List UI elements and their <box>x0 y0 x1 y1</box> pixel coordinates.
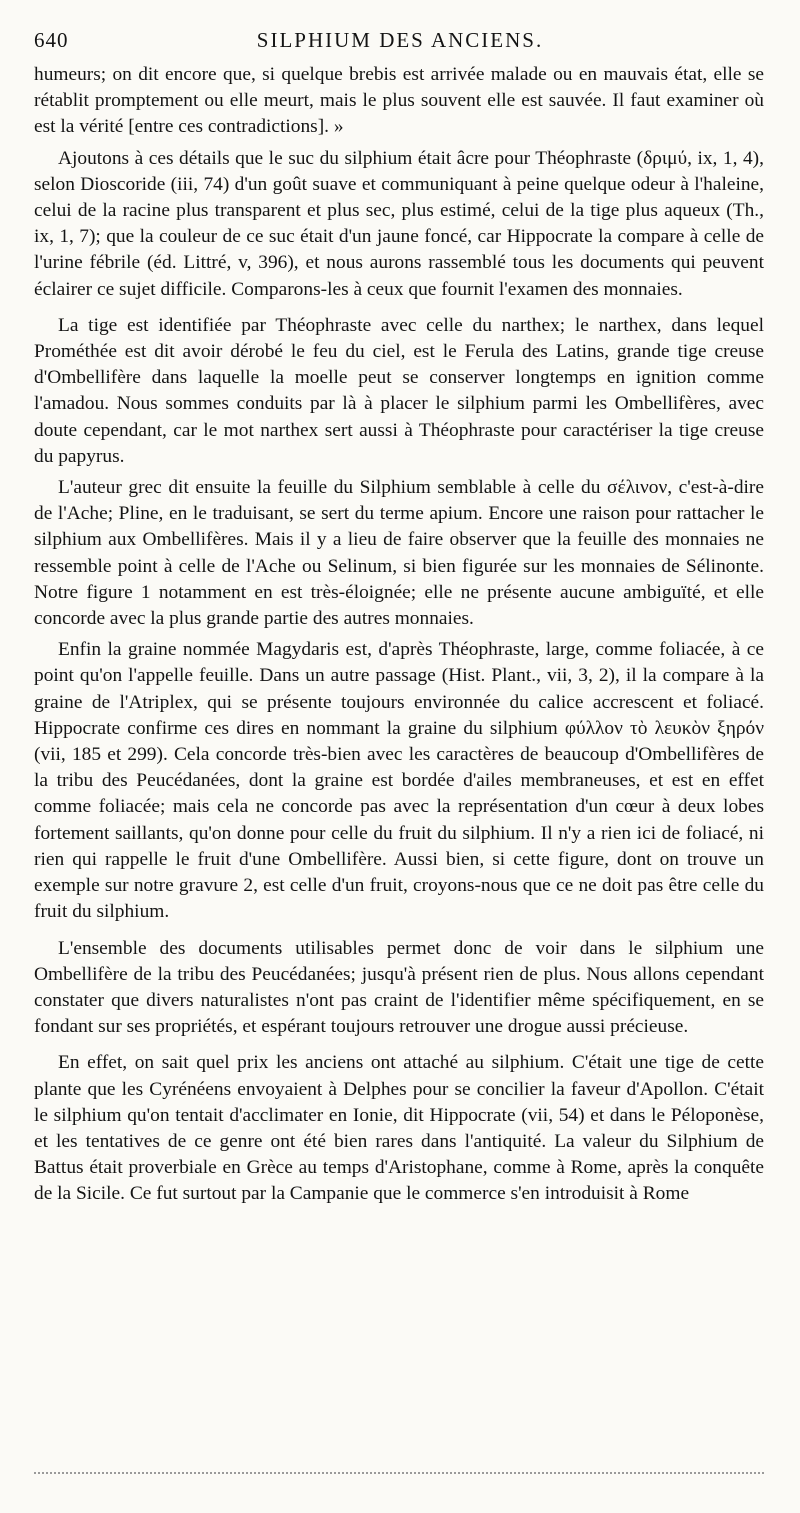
page-number: 640 <box>34 28 69 52</box>
footer-rule <box>34 1472 764 1474</box>
page-header <box>34 28 766 58</box>
running-title: SILPHIUM DES ANCIENS. <box>256 28 544 52</box>
paragraph-4: L'auteur grec dit ensuite la feuille du Silphium semblable à celle du σέλινον, c'est-à-dire de l'Ache; Pline, en le traduisant, se sert du terme apium. Encore une raison pour rattacher le silphium aux Ombellifères. Mais il y a lieu de faire observer que la feuille des monnaies ne ressemble point à celle de l'Ache ou Selinum, si bien figurée sur les monnaies de Sélinonte. Notre figure 1 notamment en est très-éloignée; elle ne présente aucune ambiguïté, et elle concorde avec la plus grande partie des autres monnaies. <box>34 477 764 630</box>
paragraph-7: En effet, on sait quel prix les anciens ont attaché au silphium. C'était une tige de cette plante que les Cyrénéens envoyaient à Delphes pour se concilier la faveur d'Apollon. C'était le silphium qu'on tentait d'acclimater en Ionie, dit Hippocrate (vii, 54) et dans le Péloponèse, et les tentatives de ce genre ont été bien rares dans l'antiquité. La valeur du Silphium de Battus était proverbiale en Grèce au temps d'Aristophane, comme à Rome, après la conquête de la Sicile. Ce fut surtout par la Campanie que le commerce s'en introduisit à Rome <box>34 1052 764 1205</box>
body-text <box>34 62 764 1208</box>
paragraph-3: La tige est identifiée par Théophraste avec celle du narthex; le narthex, dans lequel Prométhée est dit avoir dérobé le feu du ciel, est le Ferula des Latins, grande tige creuse d'Ombellifère dans laquelle la moelle peut se conserver longtemps en ignition comme l'amadou. Nous sommes conduits par là à placer le silphium parmi les Ombellifères, avec doute cependant, car le mot narthex sert aussi à Théophraste pour caractériser la tige creuse du papyrus. <box>34 314 764 467</box>
paragraph-1: humeurs; on dit encore que, si quelque brebis est arrivée malade ou en mauvais état, elle se rétablit promptement ou elle meurt, mais le plus souvent elle est sauvée. Il faut examiner où est la vérité [entre ces contradictions]. » <box>34 64 764 138</box>
paragraph-6: L'ensemble des documents utilisables permet donc de voir dans le silphium une Ombellifère de la tribu des Peucédanées; jusqu'à présent rien de plus. Nous allons cependant constater que divers naturalistes n'ont pas craint de l'identifier même spécifiquement, en se fondant sur ses propriétés, et espérant toujours retrouver une drogue aussi précieuse. <box>34 937 764 1038</box>
paragraph-5: Enfin la graine nommée Magydaris est, d'après Théophraste, large, comme foliacée, à ce point qu'on l'appelle feuille. Dans un autre passage (Hist. Plant., vii, 3, 2), il la compare à la graine de l'Atriplex, qui se présente toujours environnée du calice accrescent et foliacé. Hippocrate confirme ces dires en nommant la graine du silphium φύλλον τὸ λευκὸν ξηρόν (vii, 185 et 299). Cela concorde très-bien avec les caractères de beaucoup d'Ombellifères de la tribu des Peucédanées, dont la graine est bordée d'ailes membraneuses, et est en effet comme foliacée; mais cela ne concorde pas avec la représentation d'un cœur à deux lobes fortement saillants, qu'on donne pour celle du fruit du silphium. Il n'y a rien ici de foliacé, ni rien qui rappelle le fruit d'une Ombellifère. Aussi bien, si cette figure, dont on trouve un exemple sur notre gravure 2, est celle d'un fruit, croyons-nous que ce ne doit pas être celle du fruit du silphium. <box>34 639 764 923</box>
paragraph-2: Ajoutons à ces détails que le suc du silphium était âcre pour Théophraste (δριμύ, ix, 1, 4), selon Dioscoride (iii, 74) d'un goût suave et communiquant à peine quelque odeur à l'haleine, celui de la racine plus transparent et plus sec, plus estimé, celui de la tige plus aqueux (Th., ix, 1, 7); que la couleur de ce suc était d'un jaune foncé, car Hippocrate la compare à celle de l'urine fébrile (éd. Littré, v, 396), et nous aurons rassemblé tous les documents qui peuvent éclairer ce sujet difficile. Comparons-les à ceux que fournit l'examen des monnaies. <box>34 147 764 300</box>
